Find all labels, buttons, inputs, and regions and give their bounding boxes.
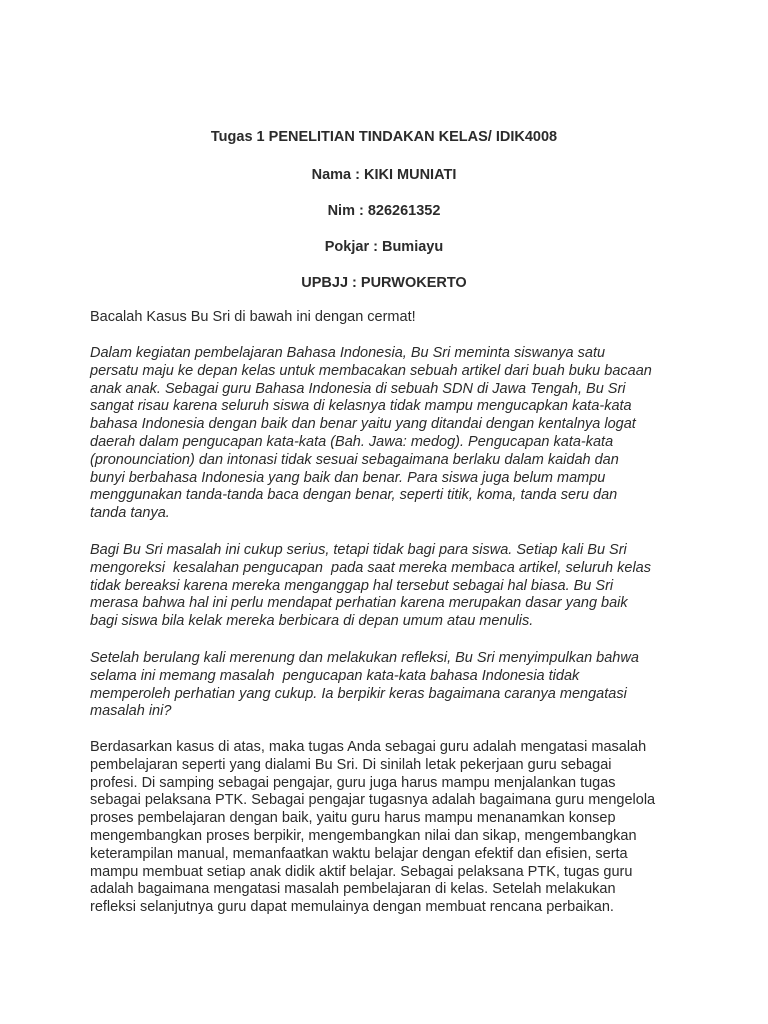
student-pokjar: Pokjar : Bumiayu [324, 239, 444, 255]
student-upbjj: UPBJJ : PURWOKERTO [301, 275, 467, 291]
student-nim: Nim : 826261352 [327, 203, 441, 219]
intro-instruction: Bacalah Kasus Bu Sri di bawah ini dengan cermat! [90, 309, 416, 325]
document-title: Tugas 1 PENELITIAN TINDAKAN KELAS/ IDIK4008 [210, 129, 558, 145]
task-paragraph: Berdasarkan kasus di atas, maka tugas Anda sebagai guru adalah mengatasi masalah pembelajaran seperti yang dialami Bu Sri. Di sinilah letak pekerjaan guru sebagai profesi. Di samping sebagai pengajar, guru juga harus mampu menjalankan tugas sebagai pelaksana PTK. Sebagai pengajar tugasnya adalah bagaimana guru mengelola proses pembelajaran dengan baik, yaitu guru harus mampu menanamkan konsep mengembangkan proses berpikir, mengembangkan nilai dan sikap, mengembangkan keterampilan manual, memanfaatkan waktu belajar dengan efektif dan efisien, serta mampu membuat setiap anak didik aktif belajar. Sebagai pelaksana PTK, tugas guru adalah bagaimana mengatasi masalah pembelajaran di kelas. Setelah melakukan refleksi selanjutnya guru dapat memulainya dengan membuat rencana perbaikan. [90, 739, 656, 916]
case-paragraph-2: Bagi Bu Sri masalah ini cukup serius, tetapi tidak bagi para siswa. Setiap kali Bu Sri mengoreksi kesalahan pengucapan pada saat mereka membaca artikel, seluruh kelas tidak bereaksi karena mereka menganggap hal tersebut sebagai hal biasa. Bu Sri merasa bahwa hal ini perlu mendapat perhatian karena merupakan dasar yang baik bagi siswa bila kelak mereka berbicara di depan umum atau menulis. [90, 542, 651, 630]
case-paragraph-3: Setelah berulang kali merenung dan melakukan refleksi, Bu Sri menyimpulkan bahwa selama ini memang masalah pengucapan kata-kata bahasa Indonesia tidak memperoleh perhatian yang cukup. Ia berpikir keras bagaimana caranya mengatasi masalah ini? [90, 650, 639, 720]
student-name: Nama : KIKI MUNIATI [311, 167, 457, 183]
case-paragraph-1: Dalam kegiatan pembelajaran Bahasa Indonesia, Bu Sri meminta siswanya satu persatu maju ke depan kelas untuk membacakan sebuah artikel dari buah buku bacaan anak anak. Sebagai guru Bahasa Indonesia di sebuah SDN di Jawa Tengah, Bu Sri sangat risau karena seluruh siswa di kelasnya tidak mampu mengucapkan kata-kata bahasa Indonesia dengan baik dan benar yaitu yang ditandai dengan kentalnya logat daerah dalam pengucapan kata-kata (Bah. Jawa: medog). Pengucapan kata-kata (pronounciation) dan intonasi tidak sesuai sebagaimana berlaku dalam kaidah dan bunyi berbahasa Indonesia yang baik dan benar. Para siswa juga belum mampu menggunakan tanda-tanda baca dengan benar, seperti titik, koma, tanda seru dan tanda tanya. [90, 345, 652, 522]
